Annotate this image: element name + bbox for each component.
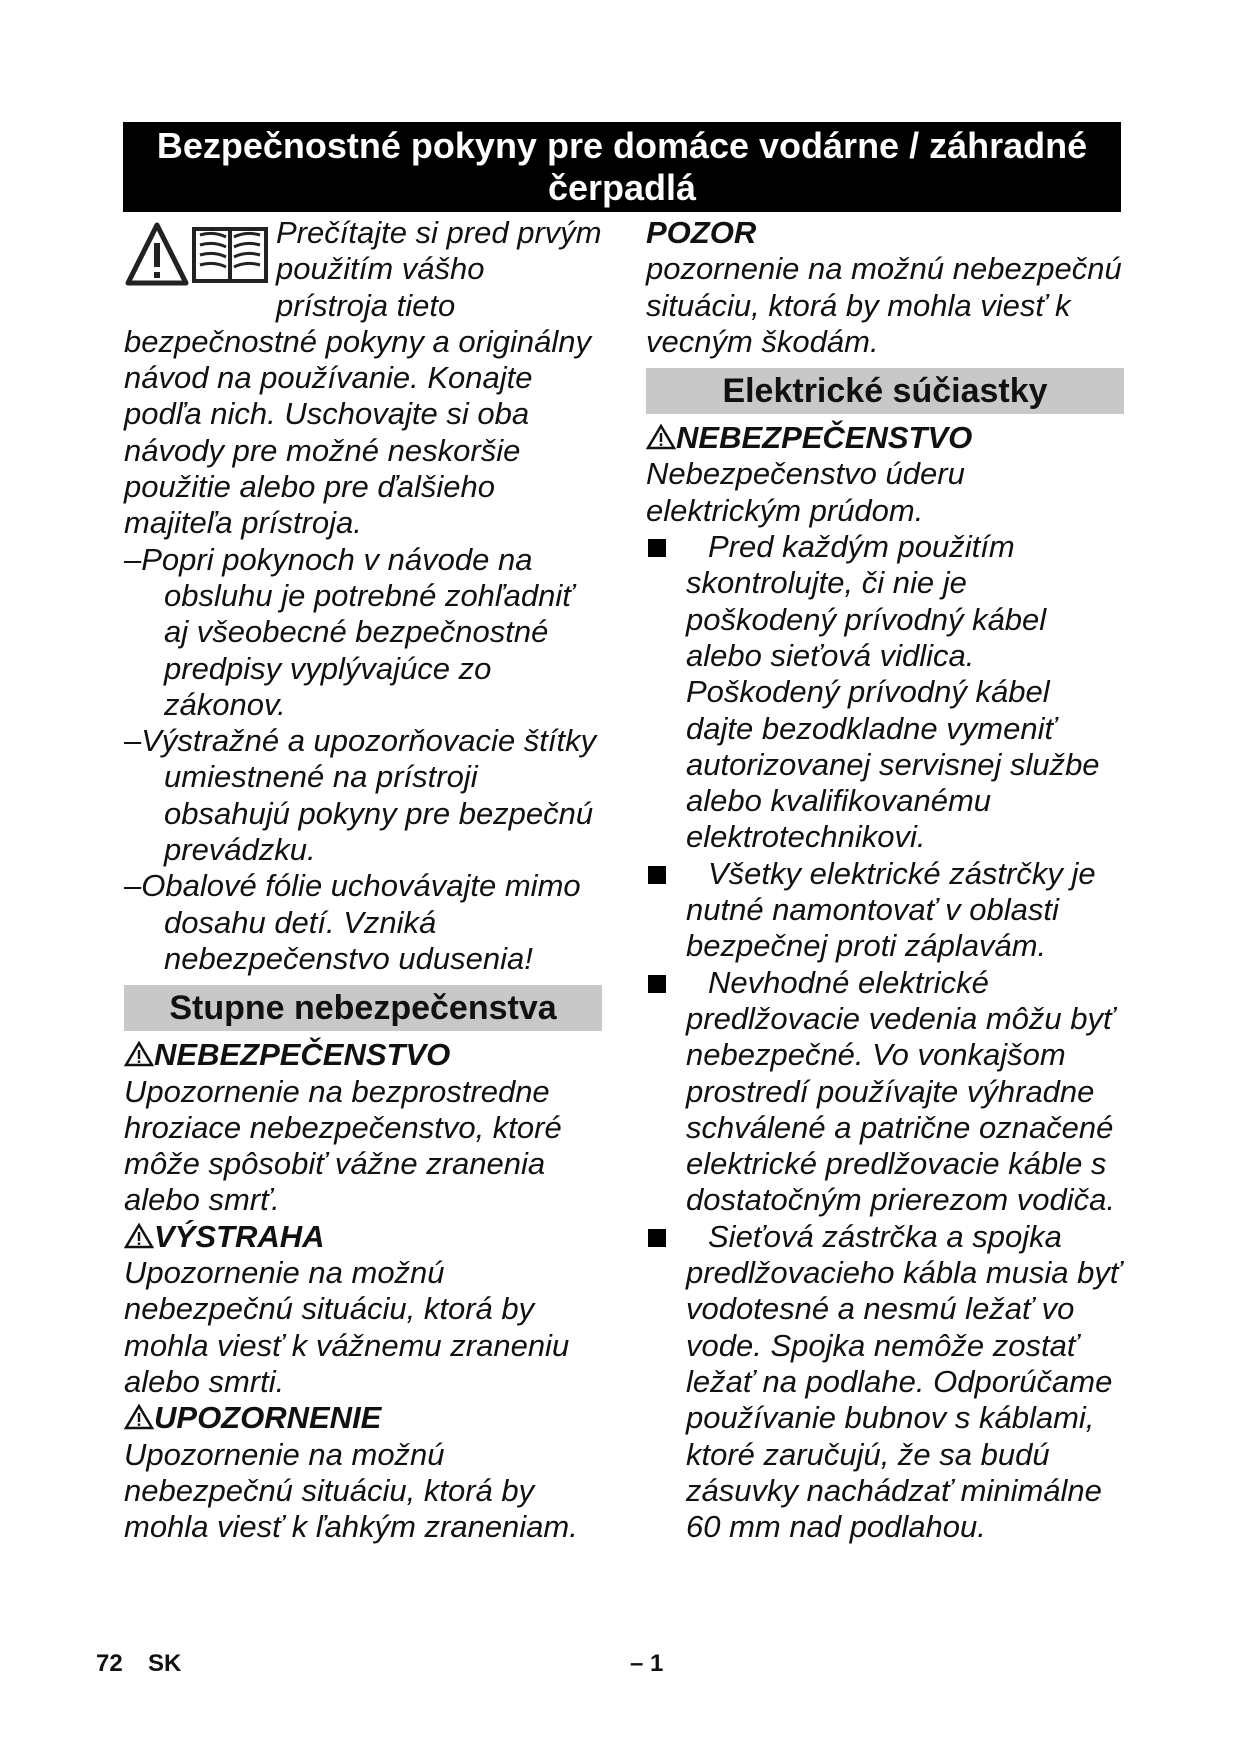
warning-triangle-icon [124, 1404, 154, 1430]
left-column [124, 215, 602, 1545]
warning-label [124, 1219, 602, 1255]
electrical-bullet-list [646, 529, 1124, 1545]
intro-text: Prečítajte si pred prvým použitím vášho prístroja tieto bezpečnostné pokyny a originálny návod na používanie. Konajte podľa nich. Uschovajte si oba návody pre možné neskoršie použitie alebo pre ďalšieho majiteľa prístroja. [124, 215, 602, 541]
section-heading-electrical: Elektrické súčiastky [646, 368, 1124, 414]
electrical-danger-description: Nebezpečenstvo úderu elektrickým prúdom. [646, 456, 965, 528]
page-number: 72 [96, 1650, 123, 1677]
danger-label [124, 1037, 602, 1073]
caution-level-block [124, 1400, 602, 1545]
language-code: SK [148, 1650, 182, 1677]
list-item [646, 856, 1124, 965]
warning-triangle-icon [124, 1223, 154, 1249]
bullet-text: Pred každým použitím skontrolujte, či nie je poškodený prívodný kábel alebo sieťová vidlica. Poškodený prívodný kábel dajte bezodkladne vymeniť autorizovanej servisnej službe alebo kvalifikovanému elektrotechnikovi. [686, 529, 1100, 855]
pozor-description: pozornenie na možnú nebezpečnú situáciu, ktorá by mohla viesť k vecným škodám. [646, 251, 1122, 359]
bullet-text: Sieťová zástrčka a spojka predlžovacieho kábla musia byť vodotesné a nesmú ležať vo vode. Spojka nemôže zostať ležať na podlahe. Odporúčame používanie bubnov s káblami, ktoré zaručujú, že sa budú zásuvky nachádzať minimálne 60 mm nad podlahou. [686, 1218, 1121, 1545]
bullet-text: Všetky elektrické zástrčky je nutné namontovať v oblasti bezpečnej proti záplavám. [686, 855, 1096, 964]
list-item [646, 529, 1124, 856]
list-item [646, 965, 1124, 1219]
intro-block [124, 215, 602, 542]
electrical-danger-title: NEBEZPEČENSTVO [676, 420, 973, 456]
list-item: –Popri pokynoch v návode na obsluhu je potrebné zohľadniť aj všeobecné bezpečnostné predpisy vyplývajúce zo zákonov. [124, 541, 574, 722]
pozor-label: POZOR [646, 215, 757, 250]
square-bullet-icon [648, 539, 666, 557]
warning-triangle-icon [124, 1041, 154, 1067]
caution-label [124, 1400, 602, 1436]
electrical-danger-label [646, 420, 1124, 456]
warning-level-title: VÝSTRAHA [154, 1218, 325, 1254]
general-notes-list [124, 542, 602, 978]
list-item: –Obalové fólie uchovávajte mimo dosahu detí. Vzniká nebezpečenstvo udusenia! [124, 868, 581, 976]
page-title: Bezpečnostné pokyny pre domáce vodárne / záhradné čerpadlá [123, 122, 1121, 212]
right-column [646, 215, 1124, 1545]
warning-and-manual-icon [124, 219, 272, 291]
list-item [646, 1219, 1124, 1546]
warning-triangle-icon [646, 424, 676, 450]
square-bullet-icon [648, 975, 666, 993]
warning-level-block [124, 1219, 602, 1400]
caution-level-title: UPOZORNENIE [154, 1400, 382, 1436]
danger-level-description: Upozornenie na bezprostredne hroziace nebezpečenstvo, ktoré môže spôsobiť vážne zranenia alebo smrť. [124, 1073, 562, 1218]
square-bullet-icon [648, 866, 666, 884]
bullet-text: Nevhodné elektrické predlžovacie vedenia môžu byť nebezpečné. Vo vonkajšom prostredí používajte výhradne schválené a patrične označené elektrické predlžovacie káble s dostatočným prierezom vodiča. [686, 964, 1116, 1218]
danger-level-title: NEBEZPEČENSTVO [154, 1037, 451, 1073]
warning-level-description: Upozornenie na možnú nebezpečnú situáciu, ktorá by mohla viesť k vážnemu zraneniu alebo smrti. [124, 1255, 570, 1399]
danger-level-block [124, 1037, 602, 1218]
square-bullet-icon [648, 1229, 666, 1247]
list-item: –Výstražné a upozorňovacie štítky umiestnené na prístroji obsahujú pokyny pre bezpečnú prevádzku. [124, 723, 597, 868]
section-heading-danger-levels: Stupne nebezpečenstva [124, 985, 602, 1031]
caution-level-description: Upozornenie na možnú nebezpečnú situáciu, ktorá by mohla viesť k ľahkým zraneniam. [124, 1436, 578, 1545]
footer-center-marker: – 1 [630, 1650, 664, 1677]
